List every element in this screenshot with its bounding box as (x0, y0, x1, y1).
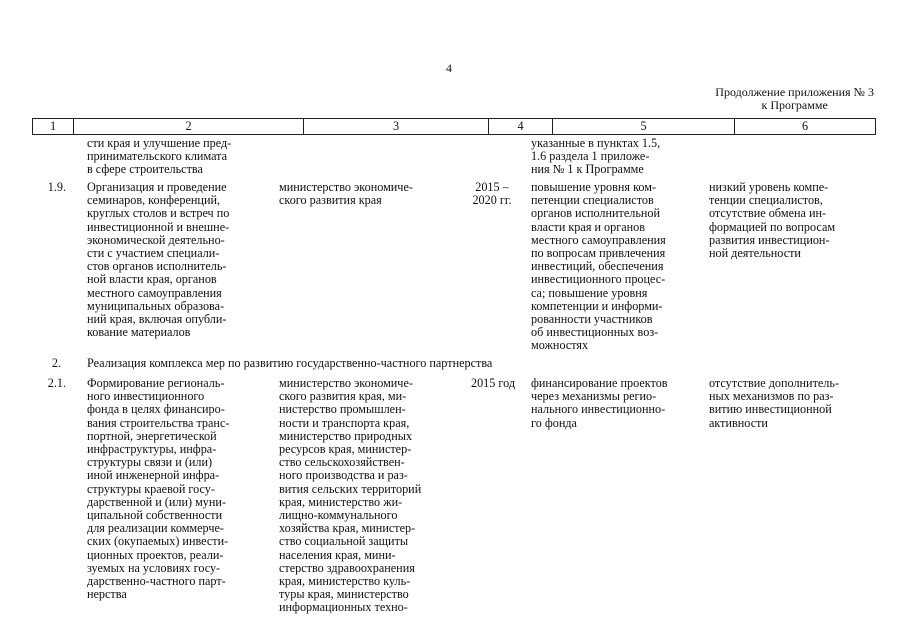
row-2-1-executor: министерство экономиче- ского развития края, ми- нистерство промышлен- ности и транспорта края, министерство природных ресурсов края, министер- ство сельскохозяйствен- ного производства и раз- вития сельских территорий края, министерство жи- лищно-коммунального хозяйства края, министер- ство социальной защиты населения края, мини- стерство здравоохранения края, министерство куль- туры края, министерство информационных техно- (279, 376, 422, 615)
appendix-note (715, 86, 874, 112)
row-2-1-result: финансирование проектов через механизмы регио- нального инвестиционно- го фонда (531, 376, 668, 430)
header-col-1: 1 (33, 119, 74, 134)
header-col-3: 3 (304, 119, 489, 134)
header-col-4: 4 (489, 119, 553, 134)
table-header (32, 118, 876, 135)
cont-col-2: сти края и улучшение пред- принимательского климата в сфере строительства (87, 136, 232, 177)
row-2-1-consequence: отсутствие дополнитель- ных механизмов по раз- витию инвестиционной активности (709, 376, 840, 430)
row-1-9-executor: министерство экономиче- ского развития края (279, 180, 413, 208)
row-2-1-period: 2015 год (470, 376, 516, 390)
row-1-9-consequence: низкий уровень компе- тенции специалистов, отсутствие обмена ин- формацией по вопросам развития инвестицион- ной деятельности (709, 180, 836, 261)
row-2-1-activity: Формирование региональ- ного инвестиционного фонда в целях финансиро- вания строительства транс- портной, энергетической инфраструктуры, инфра- структуры связи и (или) иной инженерной инфра- структуры краевой госу- дарственной и (или) муни- ципальной собственности для реализации коммерче- ских (окупаемых) инвести- ционных проектов, реали- зуемых на условиях госу- дарственно-частного парт- нерства (87, 376, 230, 602)
page-number: 4 (446, 61, 452, 75)
section-2-number: 2. (51, 356, 61, 370)
header-col-6: 6 (801, 119, 809, 133)
appendix-line-2: к Программе (761, 98, 828, 112)
row-2-1-number: 2.1. (47, 376, 66, 390)
header-col-2: 2 (74, 119, 304, 134)
section-2-title: Реализация комплекса мер по развитию государственно-частного партнерства (87, 356, 493, 370)
row-1-9-number: 1.9. (47, 180, 66, 194)
cont-col-5: указанные в пунктах 1.5, 1.6 раздела 1 приложе- ния № 1 к Программе (531, 136, 661, 177)
row-1-9-period: 2015 – 2020 гг. (472, 180, 512, 208)
row-1-9-activity: Организация и проведение семинаров, конференций, круглых столов и встреч по инвестиционной и внешне- экономической деятельно- сти с участием специали- стов органов исполнитель- ной власти края, органов местного самоуправления муниципальных образова- ний края, включая опубли- кование материалов (87, 180, 230, 340)
row-1-9-result: повышение уровня ком- петенции специалистов органов исполнительной власти края и органов местного самоуправления по вопросам привлечения инвестиций, обеспечения инвестиционного процес- са; повышение уровня компетенции и информи- рованности участников об инвестиционных воз- можностях (531, 180, 666, 353)
header-col-5: 5 (553, 119, 735, 134)
appendix-line-1: Продолжение приложения № 3 (715, 85, 874, 99)
